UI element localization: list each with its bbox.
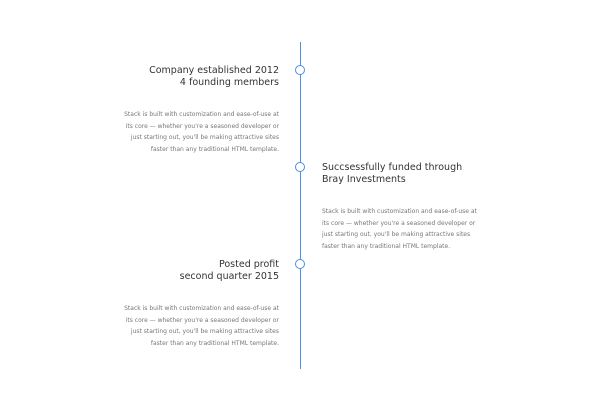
- timeline-entry-1: [119, 65, 279, 155]
- timeline-axis-line: [300, 42, 301, 369]
- timeline-node-3: [295, 259, 305, 269]
- timeline-node-2: [295, 162, 305, 172]
- timeline-entry-title: Posted profit second quarter 2015: [179, 259, 279, 282]
- timeline-entry-body: Stack is built with customization and ease-of-use at its core — whether you're a seasoned developer or just starting out, you'll be making attractive sites faster than any traditional HTML template.: [124, 111, 279, 153]
- timeline-entry-title: Company established 2012 4 founding members: [149, 65, 279, 88]
- timeline-entry-title: Succsessfully funded through Bray Investments: [322, 162, 463, 185]
- timeline-node-1: [295, 65, 305, 75]
- timeline-entry-body: Stack is built with customization and ease-of-use at its core — whether you're a seasoned developer or just starting out, you'll be making attractive sites faster than any traditional HTML template.: [124, 305, 279, 347]
- timeline-entry-2: [322, 162, 482, 252]
- timeline-entry-3: [119, 259, 279, 349]
- timeline-entry-body: Stack is built with customization and ease-of-use at its core — whether you're a seasoned developer or just starting out, you'll be making attractive sites faster than any traditional HTML template.: [322, 208, 477, 250]
